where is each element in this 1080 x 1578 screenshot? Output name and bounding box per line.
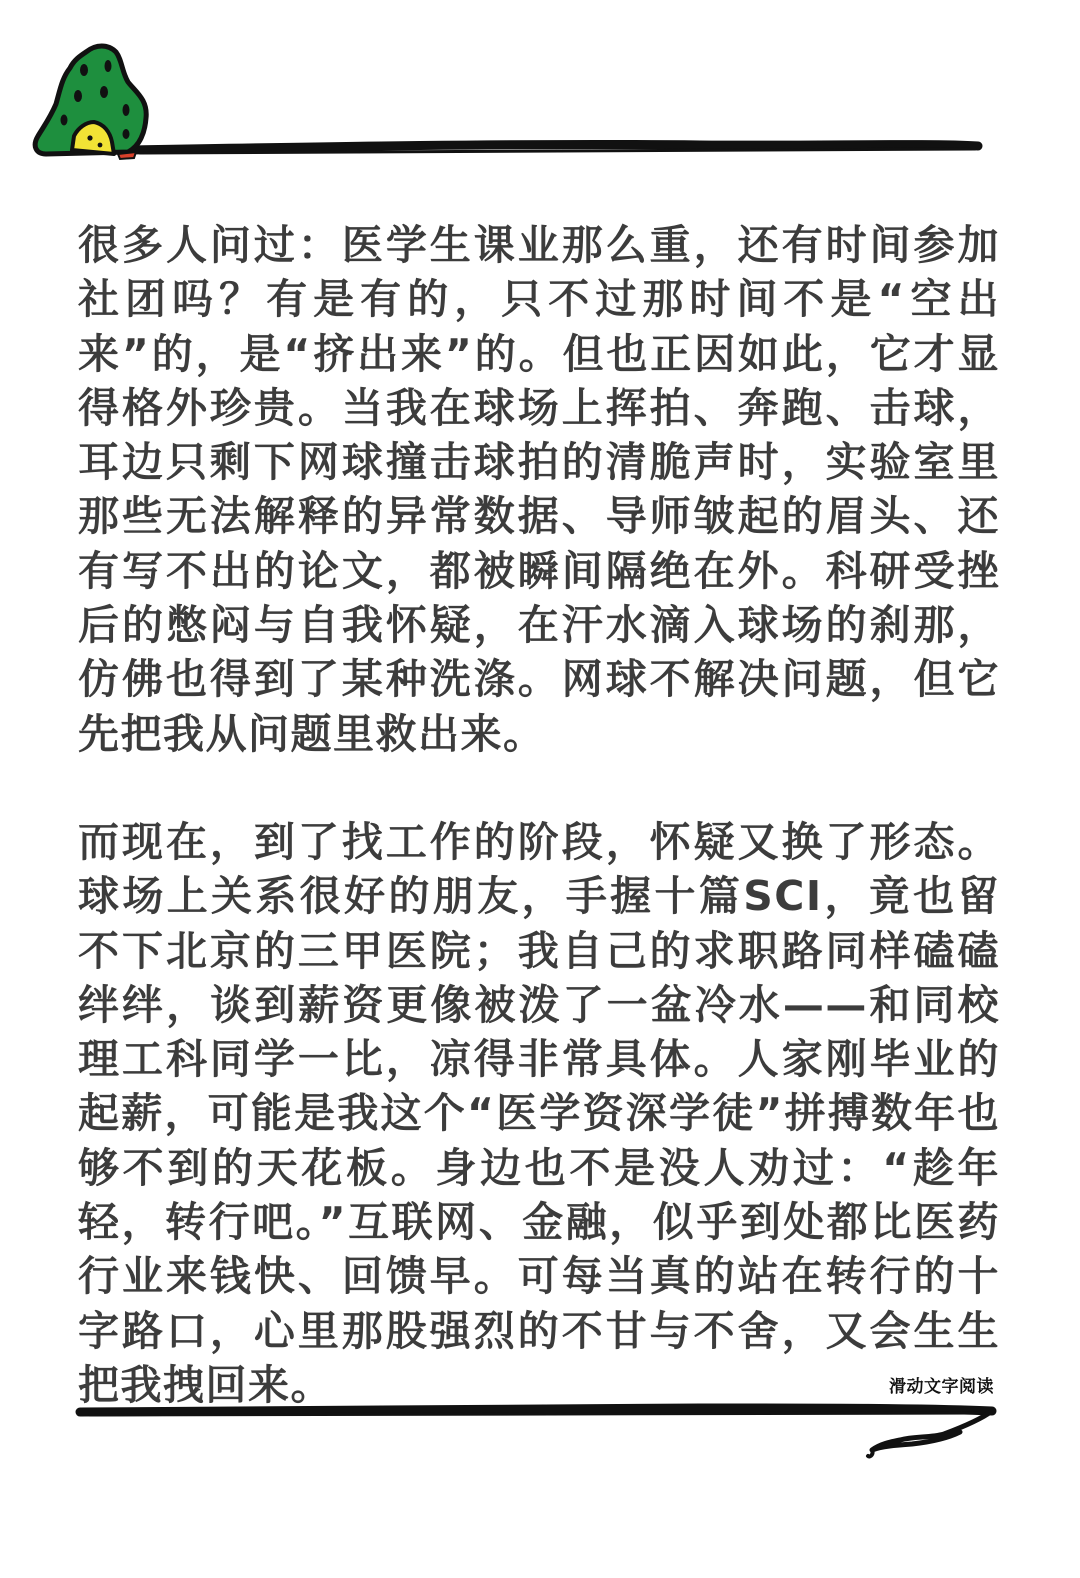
scroll-hint: 滑动文字阅读	[889, 1377, 994, 1397]
paragraph-1: 很多人问过：医学生课业那么重，还有时间参加社团吗？有是有的，只不过那时间不是“空出来”的，是“挤出来”的。但也正因如此，它才显得格外珍贵。当我在球场上挥拍、奔跑、击球，耳边只剩下网球撞击球拍的清脆声时，实验室里那些无法解释的异常数据、导师皱起的眉头、还有写不出的论文，都被瞬间隔绝在外。科研受挫后的憋闷与自我怀疑，在汗水滴入球场的刹那，仿佛也得到了某种洗涤。网球不解决问题，但它先把我从问题里救出来。	[78, 221, 1000, 758]
tree-house-icon	[0, 0, 1080, 180]
paragraph-2: 而现在，到了找工作的阶段，怀疑又换了形态。球场上关系很好的朋友，手握十篇SCI，竟也留不下北京的三甲医院；我自己的求职路同样磕磕绊绊，谈到薪资更像被泼了一盆冷水——和同校理工科同学一比，凉得非常具体。人家刚毕业的起薪，可能是我这个“医学资深学徒”拼搏数年也够不到的天花板。身边也不是没人劝过：“趁年轻，转行吧。”互联网、金融，似乎到处都比医药行业来钱快、回馈早。可每当真的站在转行的十字路口，心里那股强烈的不甘与不舍，又会生生把我拽回来。	[78, 817, 1000, 1409]
bottom-brush-line	[80, 1408, 992, 1412]
squiggle-line-icon	[0, 1390, 1080, 1480]
article-body	[78, 218, 1000, 1412]
bottom-squiggle	[872, 1411, 992, 1450]
